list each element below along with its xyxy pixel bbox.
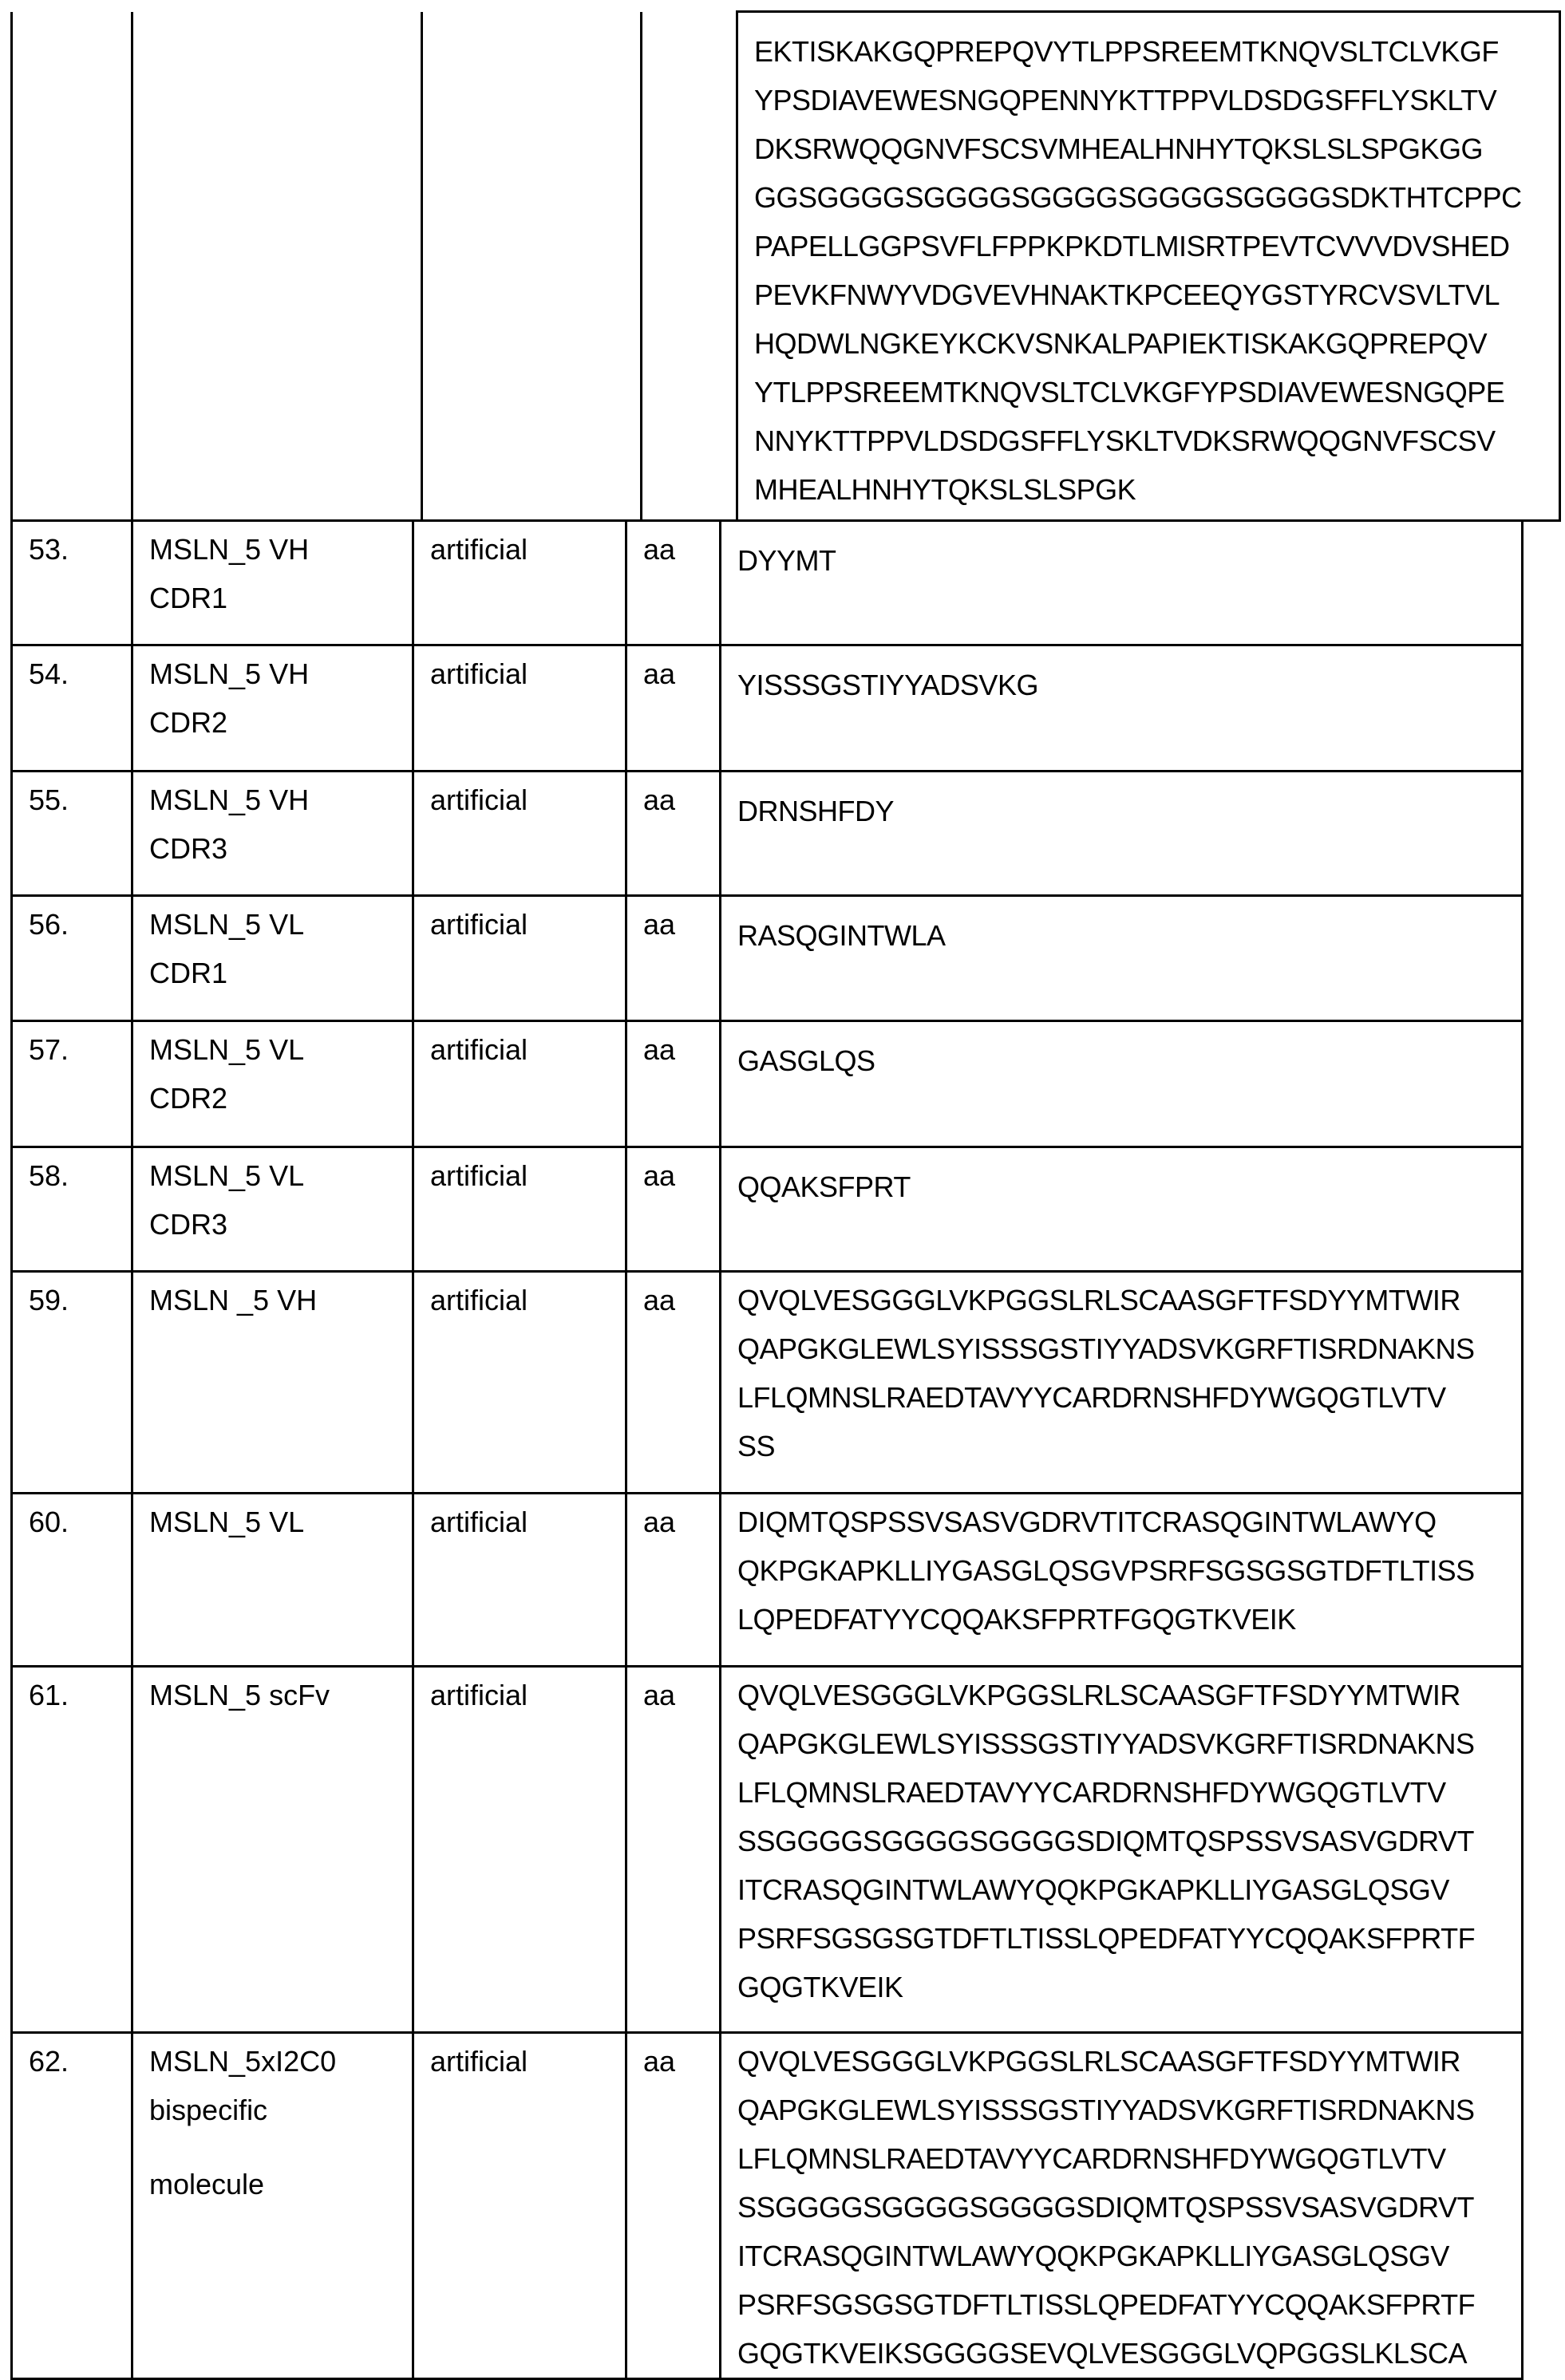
- seq-id-cell: 59.: [12, 1272, 132, 1494]
- source-cell: artificial: [413, 772, 626, 896]
- type-cell: aa: [626, 772, 721, 896]
- sequence-cell: [721, 772, 1523, 896]
- name-line: MSLN_5 scFv: [149, 1671, 412, 1719]
- name-line: CDR3: [149, 1200, 412, 1249]
- source-cell: artificial: [413, 645, 626, 772]
- sequence-line: QQAKSFPRT: [737, 1162, 1521, 1211]
- name-cell: [132, 12, 422, 521]
- name-line: MSLN _5 VH: [149, 1276, 412, 1324]
- sequence-line: GGSGGGGSGGGGSGGGGSGGGGSGGGGSDKTHTCPPC: [754, 173, 1559, 222]
- sequence-line: QAPGKGLEWLSYISSSGSTIYYADSVKGRFTISRDNAKNS: [737, 1324, 1521, 1373]
- sequence-line: QVQLVESGGGLVKPGGSLRLSCAASGFTFSDYYMTWIR: [737, 1276, 1521, 1324]
- name-cell: [132, 772, 413, 896]
- sequence-line: YPSDIAVEWESNGQPENNYKTTPPVLDSDGSFFLYSKLTV: [754, 76, 1559, 124]
- table-row: [12, 645, 1523, 772]
- seq-id-cell: 57.: [12, 1021, 132, 1147]
- sequence-line: LFLQMNSLRAEDTAVYYCARDRNSHFDYWGQGTLVTV: [737, 1373, 1521, 1422]
- source-cell: artificial: [413, 2033, 626, 2379]
- name-cell: [132, 1667, 413, 2033]
- table-row: [12, 896, 1523, 1021]
- table-row: [12, 12, 1560, 521]
- source-cell: artificial: [413, 1147, 626, 1272]
- type-cell: aa: [626, 1147, 721, 1272]
- name-line: MSLN_5 VH: [149, 649, 412, 698]
- name-line: CDR2: [149, 698, 412, 747]
- sequence-line: QVQLVESGGGLVKPGGSLRLSCAASGFTFSDYYMTWIR: [737, 1671, 1521, 1719]
- table-row: [12, 521, 1523, 645]
- sequence-line: GQGTKVEIKSGGGGSEVQLVESGGGLVQPGGSLKLSCA: [737, 2329, 1521, 2378]
- type-cell: aa: [626, 1494, 721, 1667]
- sequence-line: HQDWLNGKEYKCKVSNKALPAPIEKTISKAKGQPREPQV: [754, 319, 1559, 368]
- sequence-line: PEVKFNWYVDGVEVHNAKTKPCEEQYGSTYRCVSVLTVL: [754, 270, 1559, 319]
- sequence-line: ITCRASQGINTWLAWYQQKPGKAPKLLIYGASGLQSGV: [737, 2232, 1521, 2280]
- source-cell: artificial: [413, 1494, 626, 1667]
- name-cell: [132, 521, 413, 645]
- seq-id-cell: 55.: [12, 772, 132, 896]
- sequence-line: NNYKTTPPVLDSDGSFFLYSKLTVDKSRWQQGNVFSCSV: [754, 416, 1559, 465]
- name-line: MSLN_5 VL: [149, 900, 412, 949]
- sequence-line: SSGGGGSGGGGSGGGGSDIQMTQSPSSVSASVGDRVT: [737, 2183, 1521, 2232]
- sequence-cell: [721, 645, 1523, 772]
- sequence-cell: [721, 521, 1523, 645]
- sequence-line: QVQLVESGGGLVKPGGSLRLSCAASGFTFSDYYMTWIR: [737, 2037, 1521, 2086]
- sequence-line: SS: [737, 1422, 1521, 1470]
- source-cell: artificial: [413, 1021, 626, 1147]
- sequence-cell: [721, 2033, 1523, 2379]
- seq-id-cell: 61.: [12, 1667, 132, 2033]
- table-row: [12, 2033, 1523, 2379]
- source-cell: artificial: [413, 1667, 626, 2033]
- type-cell: aa: [626, 1667, 721, 2033]
- name-line: MSLN_5 VL: [149, 1151, 412, 1200]
- seq-id-cell: 53.: [12, 521, 132, 645]
- seq-id-cell: 62.: [12, 2033, 132, 2379]
- table-row: [12, 1147, 1523, 1272]
- sequence-line: GASGLQS: [737, 1036, 1521, 1085]
- sequence-line: GQGTKVEIK: [737, 1963, 1521, 2011]
- sequence-table-continued: [10, 10, 1561, 522]
- name-line: MSLN_5 VH: [149, 776, 412, 824]
- sequence-line: QKPGKAPKLLIYGASGLQSGVPSRFSGSGSGTDFTLTISS: [737, 1546, 1521, 1595]
- seq-id-cell: [12, 12, 132, 521]
- sequence-table: [10, 519, 1524, 2380]
- table-row: [12, 1667, 1523, 2033]
- source-cell: artificial: [413, 896, 626, 1021]
- sequence-line: YISSSGSTIYYADSVKG: [737, 661, 1521, 709]
- sequence-line: DIQMTQSPSSVSASVGDRVTITCRASQGINTWLAWYQ: [737, 1498, 1521, 1546]
- sequence-line: LQPEDFATYYCQQAKSFPRTFGQGTKVEIK: [737, 1595, 1521, 1644]
- sequence-line: DKSRWQQGNVFSCSVMHEALHNHYTQKSLSLSPGKGG: [754, 124, 1559, 173]
- sequence-line: DRNSHFDY: [737, 787, 1521, 835]
- name-cell: [132, 1494, 413, 1667]
- sequence-line: YTLPPSREEMTKNQVSLTCLVKGFYPSDIAVEWESNGQPE: [754, 368, 1559, 416]
- seq-id-cell: 60.: [12, 1494, 132, 1667]
- sequence-cell: [721, 896, 1523, 1021]
- sequence-line: DYYMT: [737, 536, 1521, 585]
- name-line: MSLN_5 VH: [149, 525, 412, 574]
- sequence-line: ITCRASQGINTWLAWYQQKPGKAPKLLIYGASGLQSGV: [737, 1865, 1521, 1914]
- type-cell: [642, 12, 737, 521]
- sequence-line: PAPELLGGPSVFLFPPKPKDTLMISRTPEVTCVVVDVSHED: [754, 222, 1559, 270]
- table-row: [12, 772, 1523, 896]
- name-line: MSLN_5 VL: [149, 1025, 412, 1074]
- name-line: CDR1: [149, 949, 412, 997]
- name-line: CDR1: [149, 574, 412, 622]
- sequence-line: LFLQMNSLRAEDTAVYYCARDRNSHFDYWGQGTLVTV: [737, 1768, 1521, 1817]
- sequence-line: MHEALHNHYTQKSLSLSPGK: [754, 465, 1559, 514]
- sequence-cell: [721, 1021, 1523, 1147]
- type-cell: aa: [626, 521, 721, 645]
- sequence-line: RASQGINTWLA: [737, 911, 1521, 960]
- sequence-line: LFLQMNSLRAEDTAVYYCARDRNSHFDYWGQGTLVTV: [737, 2134, 1521, 2183]
- name-line: CDR2: [149, 1074, 412, 1123]
- seq-id-cell: 58.: [12, 1147, 132, 1272]
- sequence-cell: [721, 1667, 1523, 2033]
- type-cell: aa: [626, 1021, 721, 1147]
- name-cell: [132, 1021, 413, 1147]
- name-line: MSLN_5xI2C0: [149, 2037, 412, 2086]
- table-row: [12, 1494, 1523, 1667]
- sequence-cell: [721, 1147, 1523, 1272]
- seq-id-cell: 56.: [12, 896, 132, 1021]
- table-row: [12, 1021, 1523, 1147]
- source-cell: [422, 12, 642, 521]
- name-line: MSLN_5 VL: [149, 1498, 412, 1546]
- name-cell: [132, 896, 413, 1021]
- type-cell: aa: [626, 645, 721, 772]
- sequence-cell: [737, 12, 1560, 521]
- name-cell: [132, 2033, 413, 2379]
- sequence-line: QAPGKGLEWLSYISSSGSTIYYADSVKGRFTISRDNAKNS: [737, 1719, 1521, 1768]
- sequence-line: SSGGGGSGGGGSGGGGSDIQMTQSPSSVSASVGDRVT: [737, 1817, 1521, 1865]
- name-cell: [132, 645, 413, 772]
- sequence-line: PSRFSGSGSGTDFTLTISSLQPEDFATYYCQQAKSFPRTF: [737, 2280, 1521, 2329]
- name-cell: [132, 1147, 413, 1272]
- name-line: molecule: [149, 2160, 412, 2208]
- source-cell: artificial: [413, 521, 626, 645]
- sequence-line: QAPGKGLEWLSYISSSGSTIYYADSVKGRFTISRDNAKNS: [737, 2086, 1521, 2134]
- type-cell: aa: [626, 2033, 721, 2379]
- name-line: CDR3: [149, 824, 412, 873]
- name-cell: [132, 1272, 413, 1494]
- sequence-cell: [721, 1494, 1523, 1667]
- sequence-line: PSRFSGSGSGTDFTLTISSLQPEDFATYYCQQAKSFPRTF: [737, 1914, 1521, 1963]
- type-cell: aa: [626, 1272, 721, 1494]
- table-row: [12, 1272, 1523, 1494]
- sequence-cell: [721, 1272, 1523, 1494]
- source-cell: artificial: [413, 1272, 626, 1494]
- seq-id-cell: 54.: [12, 645, 132, 772]
- name-line: bispecific: [149, 2086, 412, 2134]
- type-cell: aa: [626, 896, 721, 1021]
- sequence-line: EKTISKAKGQPREPQVYTLPPSREEMTKNQVSLTCLVKGF: [754, 27, 1559, 76]
